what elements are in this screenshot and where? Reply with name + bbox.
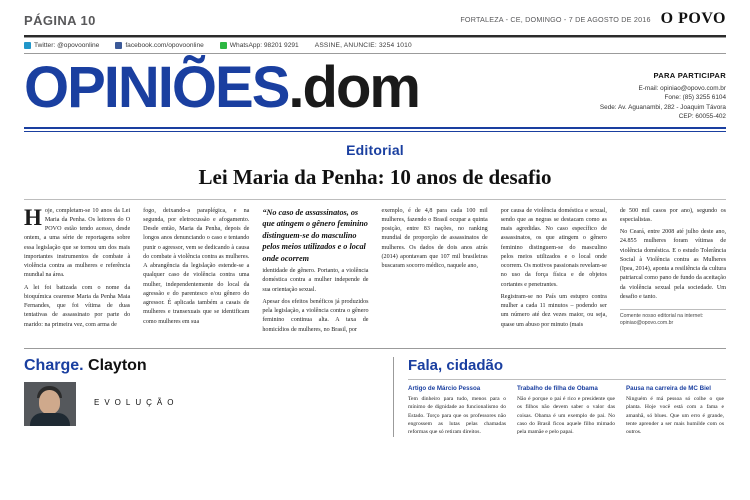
avatar-head xyxy=(39,390,60,414)
facebook-label: facebook.com/opovoonline xyxy=(125,42,204,49)
charge-caption: EVOLUÇÃO xyxy=(94,397,179,407)
whatsapp-icon xyxy=(220,42,227,49)
paragraph: A lei foi batizada com o nome da bioquímica cearense Maria da Penha Maia Fernandes, que foi vítima de duas tentativas de assassinato por parte do marido: na primeira vez, com arma de xyxy=(24,284,131,328)
participate-box xyxy=(576,60,726,121)
editorial-column-2 xyxy=(143,207,249,330)
vertical-divider xyxy=(393,357,394,437)
avatar-body xyxy=(30,413,70,426)
charge-author: Clayton xyxy=(88,356,147,374)
charge-label: Charge. xyxy=(24,356,84,374)
editorial-column-4 xyxy=(382,207,488,275)
paragraph: fogo, deixando-a paraplégica, e na segunda, por eletrocussão e afogamento. Desde então, Maria da Penha, depois de longos anos denunciando o caso e tentando punir o agressor, vem se dedicando à causa do combate à violência contra as mulheres. A abrangência da legislação estende-se a qualquer caso de violência contra uma mulher, independentemente do local da agressão e do parentesco e/ou gênero do agressor. É aplicada também a casais de mulheres e transexuais que se identificam como mulheres em sua xyxy=(143,207,250,325)
participate-phone: Fone: (85) 3255 6104 xyxy=(664,94,726,102)
fala-item-title: Artigo de Márcio Pessoa xyxy=(408,384,481,392)
editorial-column-1 xyxy=(24,204,131,333)
fala-item xyxy=(517,385,615,437)
participate-email[interactable]: E-mail: opiniao@opovo.com.br xyxy=(638,85,726,92)
fala-cidadao-block xyxy=(408,357,726,437)
whatsapp-handle[interactable] xyxy=(220,42,299,49)
section-title-main: OPINIÕES xyxy=(24,55,289,120)
top-right-group xyxy=(460,10,726,28)
charge-heading xyxy=(24,357,379,375)
opovo-logo: O POVO xyxy=(660,10,726,27)
participate-address: Sede: Av. Aguanambi, 282 - Joaquim Távora xyxy=(599,103,726,111)
facebook-icon xyxy=(115,42,122,49)
fala-heading: Fala, cidadão xyxy=(408,356,504,374)
editorial-contact-label: Comente nosso editorial na internet: xyxy=(619,313,704,320)
cartoonist-avatar xyxy=(24,382,76,426)
subscribe-label: ASSINE, ANUNCIE: 3254 1010 xyxy=(314,42,412,49)
section-title-suffix: .dom xyxy=(288,55,419,120)
bottom-section xyxy=(0,349,750,437)
section-title xyxy=(24,55,419,120)
fala-item xyxy=(408,385,506,437)
twitter-icon xyxy=(24,42,31,49)
paragraph: de 500 mil casos por ano), segundo os especialistas. xyxy=(619,207,727,223)
top-bar xyxy=(0,0,750,32)
charge-block xyxy=(24,357,379,426)
whatsapp-label: WhatsApp: 98201 9291 xyxy=(229,42,299,49)
paragraph: Hoje, completam-se 10 anos da Lei Maria da Penha. Os leitores do O POVO estão tendo acesso, desde ontem, a uma série de reportagens sobre essa legislação que se tornou um dos mais importantes instrumentos de combate à violência contra as mulheres e referência mundial na área. xyxy=(24,204,131,279)
twitter-handle[interactable] xyxy=(24,42,99,49)
facebook-handle[interactable] xyxy=(115,42,203,49)
fala-columns xyxy=(408,385,726,437)
fala-item-text: Ninguém é má pessoa só colhe o que planta. Hoje você está com a fama e amanhã, só blues. Que um erro é grande, tente aprender a ser mais humilde com os outros. xyxy=(626,395,724,436)
paragraph: Apesar dos efeitos benéficos já produzidos pela legislação, a violência contra o gênero feminino continua alta. A taxa de homicídios de mulheres, no Brasil, por xyxy=(262,298,369,333)
charge-body xyxy=(24,382,379,426)
fala-item xyxy=(626,385,724,437)
fala-divider xyxy=(408,379,726,380)
fala-item-text: Tem dinheiro para tudo, menos para o mínimo de dignidade ao funcionalismo do Estado. Torço para que os professores não engrossem as lutas pelas chamadas reformas que só retiram direitos. xyxy=(408,395,506,436)
fala-item-title: Pausa na carreira de MC Biel xyxy=(626,384,711,392)
editorial-contact-email[interactable]: opiniao@opovo.com.br xyxy=(619,320,674,327)
editorial-column-5 xyxy=(501,207,607,333)
page-number: PÁGINA 10 xyxy=(24,13,96,28)
paragraph: identidade de gênero. Portanto, a violência doméstica contra a mulher independe de sua orientação sexual. xyxy=(262,268,369,293)
edition-info: FORTALEZA - CE, DOMINGO - 7 DE AGOSTO DE 2016 xyxy=(460,14,651,24)
participate-heading: PARA PARTICIPAR xyxy=(653,71,726,80)
editorial-headline: Lei Maria da Penha: 10 anos de desafio xyxy=(198,164,552,189)
pull-quote: “No caso de assassinatos, os que atingem o gênero feminino distinguem-se do masculino pelos meios utilizados e o local onde ocorrem xyxy=(262,207,368,263)
editorial-column-3 xyxy=(262,207,368,338)
fala-item-text: Não é porque o pai é rico e presidente que os filhos não devem saber o valor das coisas. Obama é um exemplo de pai. No caso do Brasil ficou aquele filho mimado pela mamãe e pelo papai. xyxy=(517,395,615,436)
paragraph: Registram-se no País um estupro contra mulher a cada 11 minutos – podendo ser um número até dez vezes maior, ou seja, quase um abuso por minuto (mais xyxy=(500,293,607,328)
masthead xyxy=(0,54,750,121)
masthead-divider-2 xyxy=(24,131,726,132)
editorial-body xyxy=(0,200,750,338)
paragraph: No Ceará, entre 2008 até julho deste ano, 24.855 mulheres foram vítimas de violência doméstica. E o estudo Tolerância Social à Violência contra as Mulheres (Ipea, 2014), aponta a resiliência da cultura patriarcal como pano de fundo da aceitação da violência sexual pela sociedade. Um desafio e tanto. xyxy=(619,229,727,300)
editorial-column-6 xyxy=(620,207,726,328)
masthead-divider xyxy=(24,127,726,129)
paragraph: por causa de violência doméstica e sexual, sendo que as negras se destacam como as mais agredidas. No caso específico de assassinatos, os que atingem o gênero feminino distinguem-se do masculino pelos meios utilizados e o local onde ocorrem. Os motivos passionais revelam-se no uso da força física e de objetos cortantes e penetrantes. xyxy=(500,207,607,288)
social-bar xyxy=(0,38,750,53)
subscribe-info xyxy=(315,42,412,49)
editorial-contact xyxy=(620,309,726,328)
twitter-label: Twitter: @opovoonline xyxy=(34,42,100,49)
editorial-label: Editorial xyxy=(346,141,404,158)
participate-cep: CEP: 60055-402 xyxy=(678,112,726,120)
fala-item-title: Trabalho de filha de Obama xyxy=(517,384,598,392)
paragraph: exemplo, é de 4,8 para cada 100 mil mulheres, fazendo o Brasil ocupar a quinta posição, entre 83 nações, no ranking mundial de proporção de assassinatos de mulheres. Os dados de dois anos atrás (2014) apontavam que 107 mil brasileiras buscaram socorro médico, naquele ano, xyxy=(381,207,488,270)
